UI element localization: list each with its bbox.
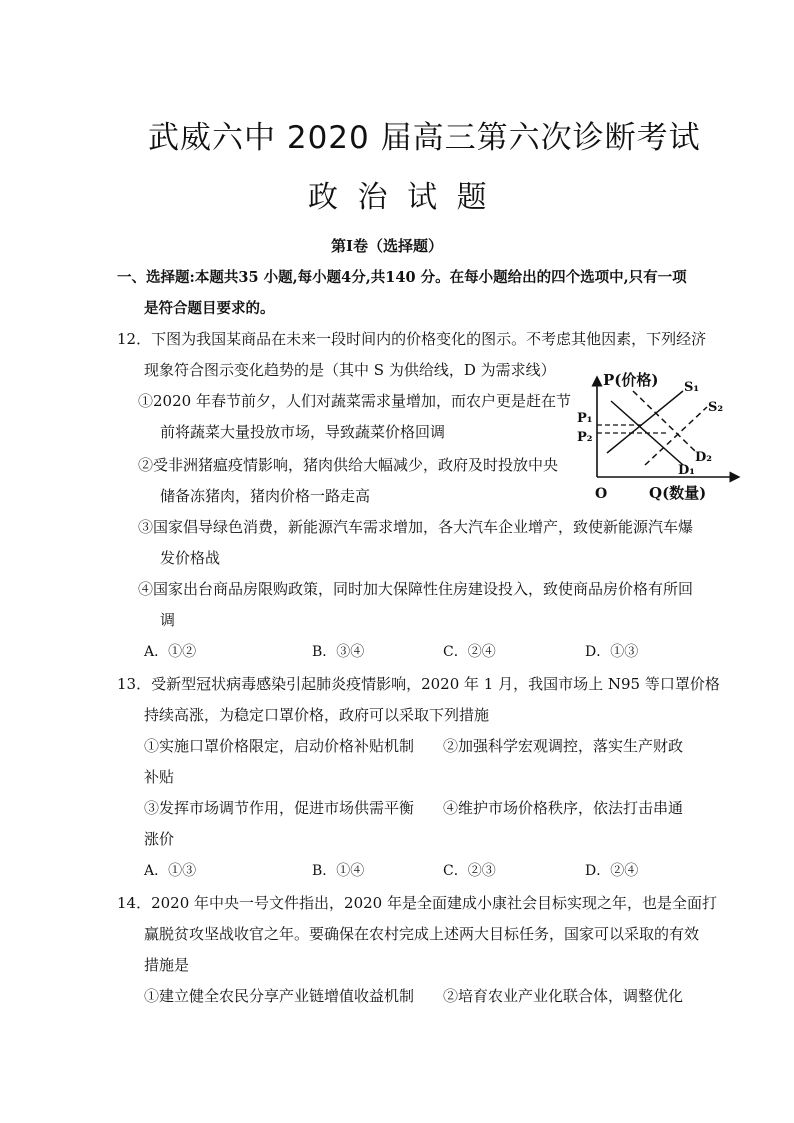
q12-option-1-line-1: ①2020 年春节前夕，人们对蔬菜需求量增加，而农户更是赶在节: [138, 392, 571, 410]
q14-option-2: ②培育农业产业化联合体，调整优化: [443, 987, 684, 1005]
instructions-line-2: 是符合题目要求的。: [144, 300, 275, 317]
origin-label: O: [595, 486, 608, 502]
q14-stem-line-2: 赢脱贫攻坚战收官之年。要确保在农村完成上述两大目标任务，国家可以采取的有效: [144, 925, 700, 943]
q12-choice-c[interactable]: C．②④: [443, 644, 496, 660]
instructions-line-1: 一、选择题:本题共35 小题,每小题4分,共140 分。在每小题给出的四个选项中,只有一项: [117, 269, 687, 286]
q13-option-4: ④维护市场价格秩序，依法打击串通: [443, 799, 684, 817]
q14-option-1: ①建立健全农民分享产业链增值收益机制: [144, 987, 415, 1005]
supply-demand-graph: [575, 367, 755, 507]
q12-stem-line-1: 12．下图为我国某商品在未来一段时间内的价格变化的图示。不考虑其他因素，下列经济: [117, 330, 707, 348]
q12-stem-line-2: 现象符合图示变化趋势的是（其中 S 为供给线，D 为需求线）: [144, 361, 556, 379]
d1-label: D₁: [678, 463, 695, 478]
s2-label: S₂: [708, 400, 724, 415]
q13-choice-a[interactable]: A．①③: [144, 863, 197, 879]
q14-stem-line-1: 14．2020 年中央一号文件指出，2020 年是全面建成小康社会目标实现之年，也是全面打: [117, 894, 717, 912]
q13-stem-line-1: 13．受新型冠状病毒感染引起肺炎疫情影响，2020 年 1 月，我国市场上 N95 等口罩价格: [117, 675, 720, 693]
q12-option-4-line-1: ④国家出台商品房限购政策，同时加大保障性住房建设投入，致使商品房价格有所回: [138, 580, 694, 598]
q13-stem-line-2: 持续高涨，为稳定口罩价格，政府可以采取下列措施: [144, 706, 490, 724]
q12-option-2-line-2: 储备冻猪肉，猪肉价格一路走高: [160, 487, 371, 505]
q12-option-4-line-2: 调: [160, 611, 176, 629]
q12-choice-d[interactable]: D．①③: [585, 644, 639, 660]
p1-label: P₁: [577, 411, 593, 426]
q12-option-1-line-2: 前将蔬菜大量投放市场，导致蔬菜价格回调: [160, 423, 446, 441]
q13-option-3: ③发挥市场调节作用，促进市场供需平衡: [144, 799, 415, 817]
s1-label: S₁: [684, 380, 700, 395]
q12-option-2-line-1: ②受非洲猪瘟疫情影响，猪肉供给大幅减少，政府及时投放中央: [138, 456, 559, 474]
d2-label: D₂: [695, 450, 712, 465]
q13-choice-c[interactable]: C．②③: [443, 863, 496, 879]
q12-option-3-line-2: 发价格战: [160, 549, 221, 567]
q12-choice-a[interactable]: A．①②: [144, 644, 197, 660]
demand-curve-d2: [633, 391, 695, 451]
x-axis-label: Q(数量): [649, 484, 707, 502]
q13-choice-d[interactable]: D．②④: [585, 863, 639, 879]
q14-stem-line-3: 措施是: [144, 956, 190, 974]
q13-option-2: ②加强科学宏观调控，落实生产财政: [443, 737, 684, 755]
volume-label: 第Ⅰ卷（选择题）: [331, 237, 444, 255]
subject-title: 政 治 试 题: [308, 180, 487, 215]
q12-option-3-line-1: ③国家倡导绿色消费，新能源汽车需求增加，各大汽车企业增产，致使新能源汽车爆: [138, 518, 694, 536]
y-axis-label: P(价格): [603, 371, 659, 389]
q13-option-4-cont: 涨价: [144, 830, 175, 848]
q13-choice-b[interactable]: B．①④: [312, 863, 365, 879]
q13-option-2-cont: 补贴: [144, 768, 175, 786]
q12-choice-b[interactable]: B．③④: [312, 644, 365, 660]
supply-curve-s1: [607, 391, 683, 453]
exam-title: 武威六中 2020 届高三第六次诊断考试: [148, 120, 701, 156]
q13-option-1: ①实施口罩价格限定，启动价格补贴机制: [144, 737, 415, 755]
p2-label: P₂: [577, 430, 593, 445]
